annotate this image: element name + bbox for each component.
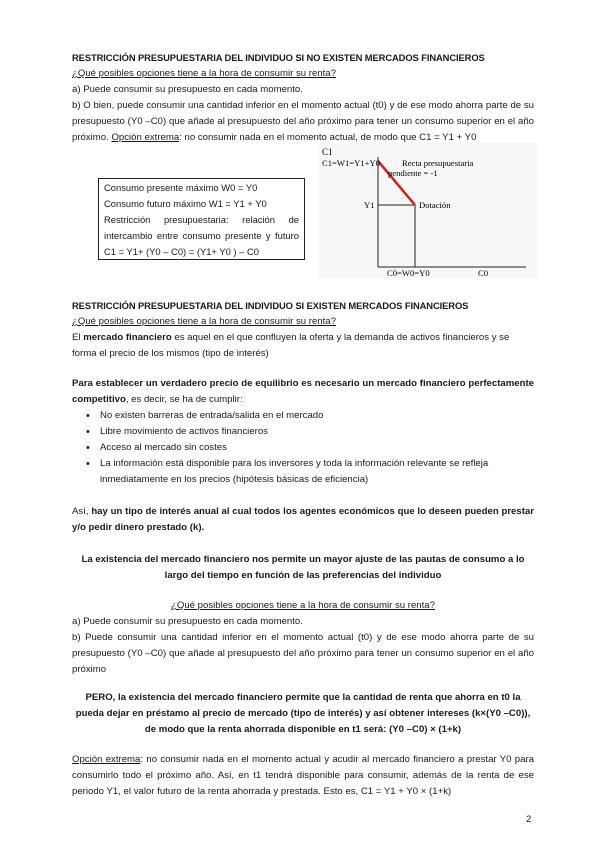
section2-option-b: b) Puede consumir una cantidad inferior en el momento actual (t0) y de ese modo ahorra parte de su presupuesto (Y0 –C0) que añade al presupuesto del año próximo para tener un consumo superior en el año próximo — [72, 632, 534, 675]
x-label: C0=W0=Y0 — [387, 268, 430, 278]
list-item: • Acceso al mercado sin costes — [72, 440, 534, 456]
asi-prefix: Así, — [72, 506, 92, 517]
box-line-1: Consumo presente máximo W0 = Y0 — [104, 182, 258, 193]
def-prefix: El — [72, 332, 84, 343]
conditions-list — [72, 408, 534, 488]
endowment-label: Dotación — [419, 200, 451, 210]
asi-bold: hay un tipo de interés anual al cual todos los agentes económicos que lo deseen pueden prestar y/o pedir dinero prestado (k). — [72, 506, 534, 533]
budget-line-label: Recta presupuestaria — [402, 158, 474, 168]
x-axis-label: C0 — [478, 268, 489, 278]
list-item: • Libre movimiento de activos financieros — [72, 424, 534, 440]
section2-option-a: a) Puede consumir su presupuesto en cada momento. — [72, 616, 303, 627]
list-item: • No existen barreras de entrada/salida en el mercado — [72, 408, 534, 424]
interest-paragraph — [72, 504, 534, 536]
section1-extreme-text: : no consumir nada en el momento actual, de modo que C1 = Y1 + Y0 — [179, 132, 477, 143]
summary-box — [98, 178, 305, 260]
box-line-3: Restricción presupuestaria: relación de intercambio entre consumo presente y futuro C1 = Y1+ (Y0 – C0) = (Y1+ Y0 ) – C0 — [104, 214, 299, 257]
page-number: 2 — [526, 814, 532, 825]
slope-label: pendiente = -1 — [388, 168, 438, 178]
y-top-label: C1=W1=Y1+Y0 — [322, 158, 380, 168]
budget-chart — [318, 143, 538, 278]
section2-question-2: ¿Qué posibles opciones tiene a la hora de consumir su renta? — [171, 600, 435, 611]
section2-question: ¿Qué posibles opciones tiene a la hora de consumir su renta? — [72, 316, 336, 327]
equilibrium-paragraph — [72, 376, 534, 408]
pero-statement: PERO, la existencia del mercado financiero permite que la cantidad de renta que ahorra en t0 la pueda dejar en préstamo al precio de mercado (tipo de interés) y así obtener intereses (k×(Y0 –C0)), de modo que la renta ahorrada disponible en t1 será: (Y0 –C0) × (1+k) — [75, 692, 531, 735]
section1-question: ¿Qué posibles opciones tiene a la hora de consumir su renta? — [72, 68, 336, 79]
equilibrium-text: , es decir, se ha de cumplir: — [125, 394, 243, 405]
section2-extreme — [72, 752, 534, 800]
section2-title: RESTRICCIÓN PRESUPUESTARIA DEL INDIVIDUO SI EXISTEN MERCADOS FINANCIEROS — [72, 300, 469, 311]
section1-extreme-label: Opción extrema — [111, 132, 180, 143]
list-item: • La información está disponible para los inversores y toda la información relevante se refleja inmediatamente en los precios (hipótesis básicas de eficiencia) — [72, 456, 534, 488]
section2-extreme-text: : no consumir nada en el momento actual y acudir al mercado financiero a prestar Y0 para consumirlo todo el próximo año. Así, en t1 tendrá disponible para consumir, además de la renta de ese periodo Y1, el valor futuro de la renta ahorrada y prestada. Esto es, C1 = Y1 + Y0 × (1+k) — [72, 754, 535, 797]
existence-statement: La existencia del mercado financiero nos permite un mayor ajuste de las pautas de consumo a lo largo del tiempo en función de las preferencias del individuo — [81, 554, 525, 581]
def-text: es aquel en el que confluyen la oferta y la demanda de activos financieros y se forma el precio de los mismos (tipo de interés) — [72, 332, 510, 359]
market-definition — [72, 330, 534, 362]
def-bold: mercado financiero — [83, 332, 172, 343]
equilibrium-bold: Para establecer un verdadero precio de equilibrio es necesario un mercado financiero perfectamente competitivo — [72, 378, 534, 405]
section1-title: RESTRICCIÓN PRESUPUESTARIA DEL INDIVIDUO SI NO EXISTEN MERCADOS FINANCIEROS — [72, 52, 485, 63]
section1-option-b-text: b) O bien, puede consumir una cantidad inferior en el momento actual (t0) y de ese modo ahorra parte de su presupuesto (Y0 –C0) que añade al presupuesto del año próximo para tener un consumo superior en el año próximo. — [72, 100, 534, 143]
y-axis-label: C1 — [322, 147, 333, 157]
section1-option-b — [72, 98, 534, 146]
section2-extreme-label: Opción extrema — [72, 754, 141, 765]
y1-label: Y1 — [364, 200, 375, 210]
section1-option-a: a) Puede consumir su presupuesto en cada momento. — [72, 84, 303, 95]
box-line-2: Consumo futuro máximo W1 = Y1 + Y0 — [104, 198, 267, 209]
